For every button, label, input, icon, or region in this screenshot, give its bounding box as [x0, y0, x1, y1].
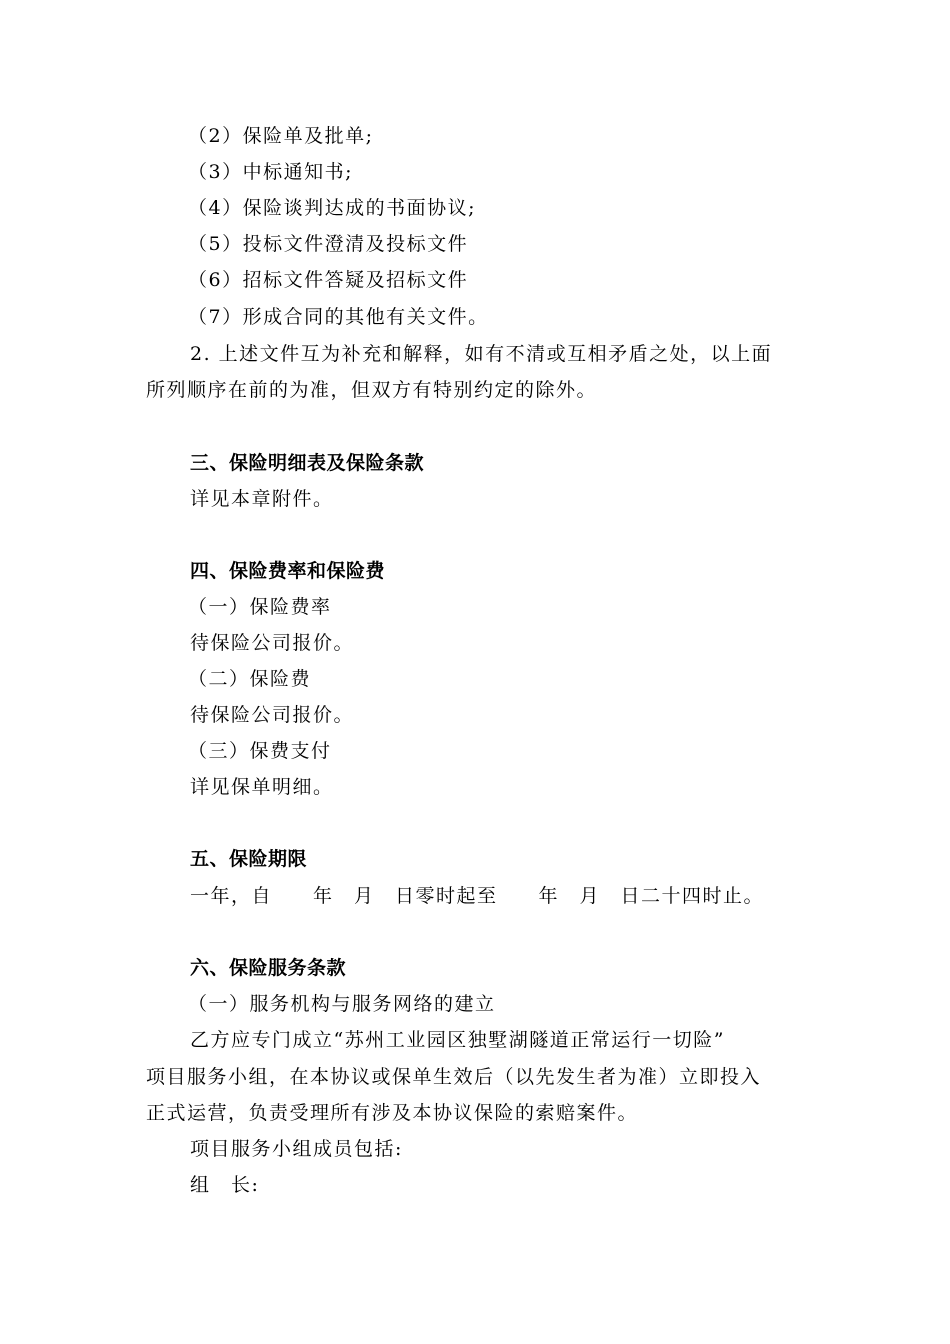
list-item-2: （2）保险单及批单;	[188, 125, 374, 147]
section-four-sub-3-text: 详见保单明细。	[190, 776, 334, 798]
section-six-para-2: 项目服务小组成员包括:	[190, 1138, 403, 1160]
section-four-sub-3: （三）保费支付	[188, 740, 332, 762]
section-three-heading: 三、保险明细表及保险条款	[190, 452, 425, 474]
section-six-leader: 组 长:	[190, 1174, 260, 1196]
section-four-sub-1-text: 待保险公司报价。	[190, 632, 355, 654]
section-six-heading: 六、保险服务条款	[190, 957, 347, 979]
list-item-6: （6）招标文件答疑及招标文件	[188, 269, 469, 291]
paragraph-2-line-2: 所列顺序在前的为准，但双方有特别约定的除外。	[146, 379, 598, 401]
section-six-para-1-line-1: 乙方应专门成立“苏州工业园区独墅湖隧道正常运行一切险”	[190, 1029, 725, 1051]
section-six-para-1-line-3: 正式运营，负责受理所有涉及本协议保险的索赔案件。	[146, 1102, 639, 1124]
section-six-para-1-line-2: 项目服务小组，在本协议或保单生效后（以先发生者为准）立即投入	[146, 1066, 762, 1088]
section-four-sub-2: （二）保险费	[188, 668, 312, 690]
list-item-5: （5）投标文件澄清及投标文件	[188, 233, 469, 255]
list-item-7: （7）形成合同的其他有关文件。	[188, 306, 489, 328]
section-five-heading: 五、保险期限	[190, 848, 308, 870]
section-four-sub-1: （一）保险费率	[188, 596, 332, 618]
paragraph-2-line-1: 2. 上述文件互为补充和解释，如有不清或互相矛盾之处，以上面	[190, 343, 773, 365]
section-four-heading: 四、保险费率和保险费	[190, 560, 386, 582]
section-five-text: 一年，自 年 月 日零时起至 年 月 日二十四时止。	[190, 885, 765, 907]
list-item-4: （4）保险谈判达成的书面协议;	[188, 197, 476, 219]
section-six-sub-1: （一）服务机构与服务网络的建立	[188, 993, 496, 1015]
list-item-3: （3）中标通知书;	[188, 161, 353, 183]
section-three-text: 详见本章附件。	[190, 488, 334, 510]
section-four-sub-2-text: 待保险公司报价。	[190, 704, 355, 726]
